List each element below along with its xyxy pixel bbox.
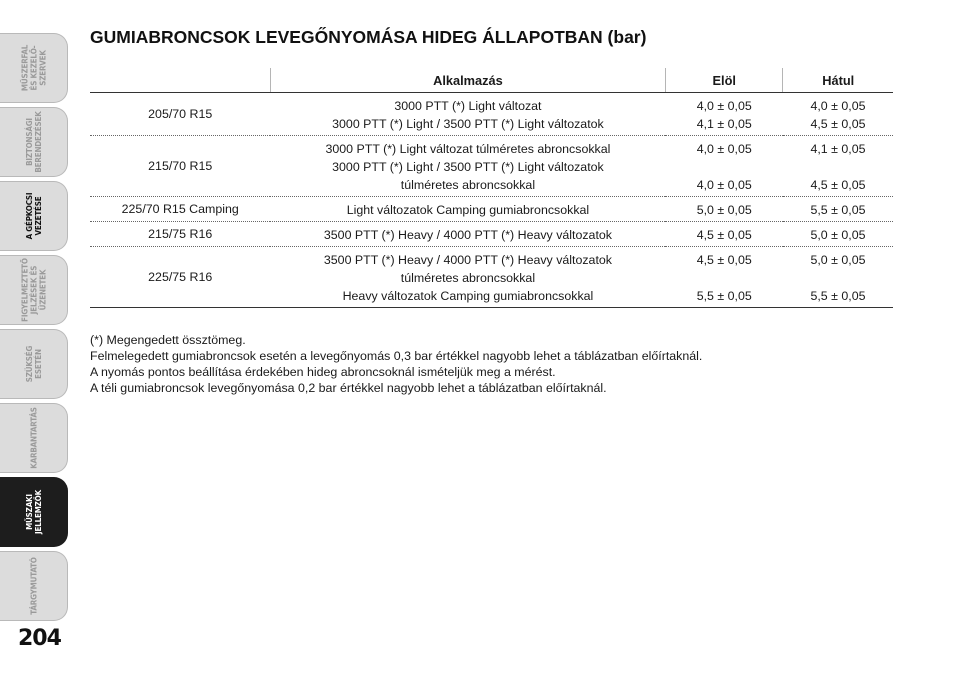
application-cell xyxy=(270,222,665,247)
chapter-tab-label: TÁRGYMUTATÓ xyxy=(29,557,38,615)
rear-pressure-cell xyxy=(783,222,893,247)
application-line: túlméretes abroncsokkal xyxy=(400,178,536,192)
front-pressure-cell xyxy=(665,197,782,222)
chapter-tab-gepkocsi-vezetese[interactable] xyxy=(0,181,68,251)
rear-pressure-cell xyxy=(783,136,893,197)
application-line: Light változatok Camping gumiabroncsokkal xyxy=(346,203,590,217)
application-line: 3500 PTT (*) Heavy / 4000 PTT (*) Heavy változatok xyxy=(323,228,612,242)
rear-pressure: 5,5 ± 0,05 xyxy=(810,289,866,303)
rear-pressure: 4,5 ± 0,05 xyxy=(810,117,866,131)
rear-pressure: 4,5 ± 0,05 xyxy=(810,178,866,192)
application-cell xyxy=(270,197,665,222)
chapter-tab-label: FIGYELMEZTETŐ JELZÉSEK ÉS ÜZENETEK xyxy=(20,258,47,322)
application-line: 3000 PTT (*) Light változat xyxy=(394,99,542,113)
rear-pressure xyxy=(783,158,893,176)
front-pressure: 4,0 ± 0,05 xyxy=(696,178,752,192)
front-pressure: 4,0 ± 0,05 xyxy=(696,99,752,113)
front-pressure: 4,5 ± 0,05 xyxy=(696,253,752,267)
table-row xyxy=(90,222,893,247)
chapter-tab-label: MŰSZAKI JELLEMZŐK xyxy=(24,490,43,534)
front-pressure-cell xyxy=(665,247,782,308)
chapter-tab-label: KARBANTARTÁS xyxy=(29,407,38,469)
application-line: 3500 PTT (*) Heavy / 4000 PTT (*) Heavy változatok xyxy=(323,253,612,267)
chapter-tab-szukseg-eseten[interactable] xyxy=(0,329,68,399)
tyre-size: 215/70 R15 xyxy=(148,159,213,173)
application-line: 3000 PTT (*) Light / 3500 PTT (*) Light változatok xyxy=(332,160,604,174)
rear-pressure: 5,0 ± 0,05 xyxy=(810,228,866,242)
front-pressure: 5,5 ± 0,05 xyxy=(696,289,752,303)
chapter-tab-label: BIZTONSÁGI BERENDEZÉSEK xyxy=(24,111,43,173)
rear-pressure: 4,0 ± 0,05 xyxy=(810,99,866,113)
front-pressure-cell xyxy=(665,93,782,136)
rear-pressure: 5,0 ± 0,05 xyxy=(810,253,866,267)
page-number: 204 xyxy=(18,626,61,651)
application-line: Heavy változatok Camping gumiabroncsokkal xyxy=(342,289,594,303)
chapter-tabs xyxy=(0,33,72,625)
application-cell xyxy=(270,93,665,136)
application-cell xyxy=(270,247,665,308)
application-line: 3000 PTT (*) Light változat túlméretes abroncsokkal xyxy=(325,142,611,156)
header-tyre xyxy=(90,68,270,93)
chapter-tab-targymutato[interactable] xyxy=(0,551,68,621)
front-pressure: 4,0 ± 0,05 xyxy=(696,142,752,156)
application-cell xyxy=(270,136,665,197)
table-row xyxy=(90,93,893,136)
front-pressure xyxy=(665,158,782,176)
table-row xyxy=(90,197,893,222)
rear-pressure: 5,5 ± 0,05 xyxy=(810,203,866,217)
chapter-tab-label: MŰSZERFAL ÉS KEZELŐ- SZERVEK xyxy=(20,44,47,92)
front-pressure: 4,1 ± 0,05 xyxy=(696,117,752,131)
tyre-size: 215/75 R16 xyxy=(148,227,213,241)
chapter-tab-figyelmezteto[interactable] xyxy=(0,255,68,325)
front-pressure-cell xyxy=(665,136,782,197)
front-pressure: 5,0 ± 0,05 xyxy=(696,203,752,217)
footnote: A nyomás pontos beállítása érdekében hideg abroncsoknál ismételjük meg a mérést. xyxy=(90,365,556,379)
chapter-tab-muszaki-jellemzok[interactable] xyxy=(0,477,68,547)
application-line: 3000 PTT (*) Light / 3500 PTT (*) Light változatok xyxy=(332,117,604,131)
header-rear: Hátul xyxy=(783,68,893,93)
footnote: (*) Megengedett össztömeg. xyxy=(90,333,246,347)
header-front: Elöl xyxy=(665,68,782,93)
chapter-tab-muszerfal[interactable] xyxy=(0,33,68,103)
tyre-size: 205/70 R15 xyxy=(148,107,213,121)
tyre-size: 225/70 R15 Camping xyxy=(121,202,239,216)
application-line: túlméretes abroncsokkal xyxy=(400,271,536,285)
table-header-row xyxy=(90,68,893,93)
rear-pressure xyxy=(783,269,893,287)
rear-pressure-cell xyxy=(783,197,893,222)
chapter-tab-biztonsagi[interactable] xyxy=(0,107,68,177)
tyre-pressure-table xyxy=(90,68,893,308)
chapter-tab-karbantartas[interactable] xyxy=(0,403,68,473)
footnote: Felmelegedett gumiabroncsok esetén a levegőnyomás 0,3 bar értékkel nagyobb lehet a táblázatban előírtaknál. xyxy=(90,349,703,363)
chapter-tab-label: A GÉPKOCSI VEZETÉSE xyxy=(24,192,43,240)
chapter-tab-label: SZÜKSÉG ESETÉN xyxy=(24,345,43,383)
front-pressure xyxy=(665,269,782,287)
footnote: A téli gumiabroncsok levegőnyomása 0,2 bar értékkel nagyobb lehet a táblázatban előírtaknál. xyxy=(90,381,607,395)
table-row xyxy=(90,136,893,197)
footnotes xyxy=(90,332,702,396)
front-pressure: 4,5 ± 0,05 xyxy=(696,228,752,242)
tyre-size: 225/75 R16 xyxy=(148,270,213,284)
page-title: GUMIABRONCSOK LEVEGŐNYOMÁSA HIDEG ÁLLAPOTBAN (bar) xyxy=(90,27,647,47)
rear-pressure-cell xyxy=(783,247,893,308)
rear-pressure-cell xyxy=(783,93,893,136)
table-row xyxy=(90,247,893,308)
rear-pressure: 4,1 ± 0,05 xyxy=(810,142,866,156)
header-application: Alkalmazás xyxy=(270,68,665,93)
front-pressure-cell xyxy=(665,222,782,247)
